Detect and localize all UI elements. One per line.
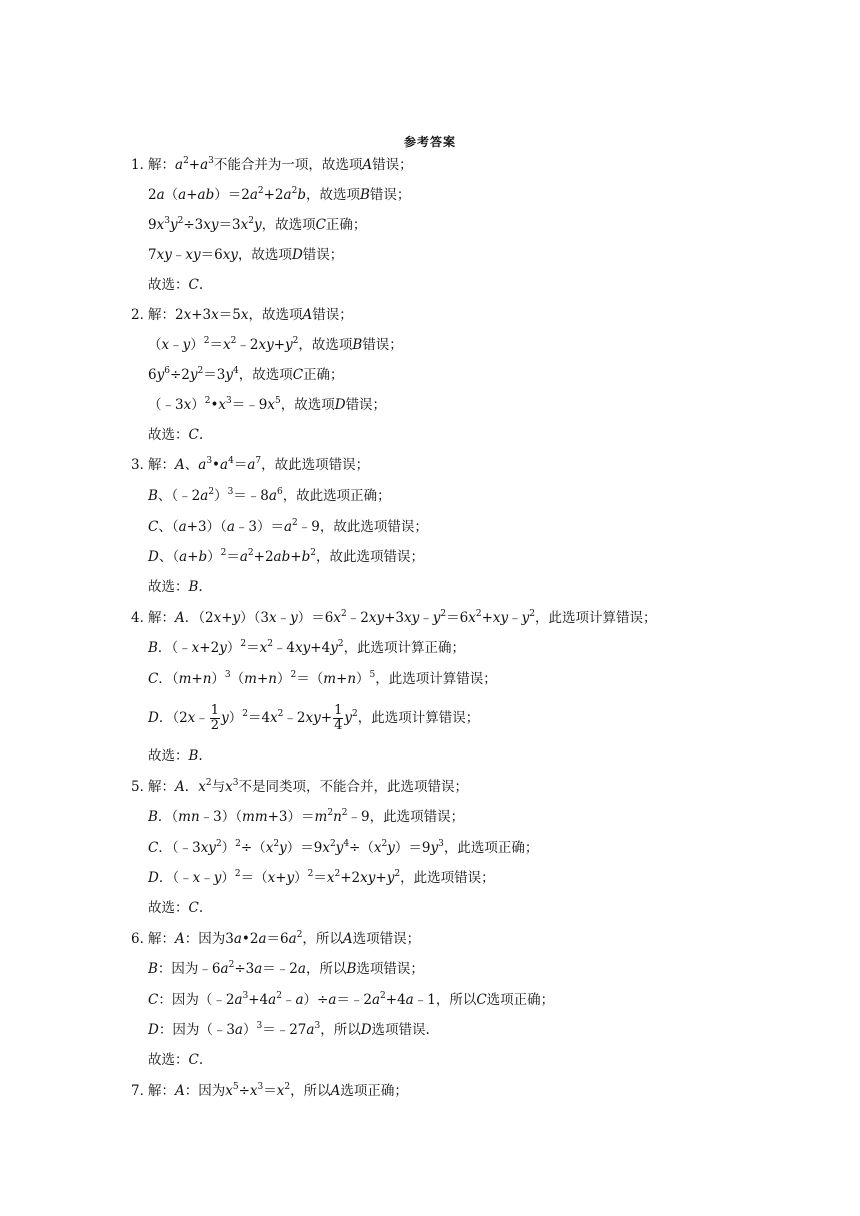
solution-line: 解：A、$a^3•a^4=a^7$，故此选项错误； bbox=[148, 456, 370, 473]
item-number: 7． bbox=[131, 1083, 154, 1099]
solution-line: D．（2x﹣ $\frac{1}{2}$ $y)^2=4x^2﹣2xy+$ $\frac{1}{4}$ $y^2$，此选项计算错误； bbox=[148, 703, 480, 733]
solution-line: 解：2x+3x＝5x，故选项A错误； bbox=[148, 307, 353, 323]
item-number: 6． bbox=[131, 931, 154, 947]
item-number: 3． bbox=[131, 457, 154, 473]
solution-line: $2a(a+ab)=2a^2+2a^2b$，故选项B错误； bbox=[148, 186, 411, 203]
page-title: 参考答案 bbox=[403, 135, 456, 149]
solution-line: 解：A．$(2x+y)(3x﹣y)=6x^2﹣2xy+3xy﹣y^2=6x^2+xy﹣y^2$，此选项计算错误； bbox=[148, 609, 657, 626]
solution-line: 7xy﹣xy＝6xy，故选项D错误； bbox=[148, 247, 344, 263]
solution-line: $(x﹣y)^2=x^2﹣2xy+y^2$，故选项B错误； bbox=[148, 336, 403, 353]
answer-line: 故选：C. bbox=[148, 1052, 204, 1068]
solution-line: $6y^6\div 2y^2=3y^4$，故选项C正确； bbox=[148, 366, 344, 383]
answer-line: 故选：B. bbox=[148, 579, 203, 595]
answer-line: 故选：C. bbox=[148, 277, 204, 293]
answer-line: 故选：C. bbox=[148, 427, 204, 443]
solution-line: 解：$a^2+a^3$不能合并为一项，故选项A错误； bbox=[148, 156, 413, 173]
solution-line: C、$(a+3)(a﹣3)=a^2﹣9$，故此选项错误； bbox=[148, 518, 428, 535]
solution-line: D：因为$(﹣3a)^3=﹣27a^3$，所以D选项错误. bbox=[148, 1021, 430, 1038]
solution-line: B．$(mn﹣3)(mm+3)=m^2n^2﹣9$，此选项错误； bbox=[148, 808, 465, 825]
solution-line: 解：A：因为$3a•2a=6a^2$，所以A选项错误； bbox=[148, 930, 421, 947]
solution-line: $9x^3y^2\div 3xy=3x^2y$，故选项C正确； bbox=[148, 216, 367, 233]
fraction-quarter: $\frac{1}{4}$ bbox=[334, 703, 343, 733]
solution-line: 解：A．$x^2$与$x^3$不是同类项，不能合并，此选项错误； bbox=[148, 778, 468, 795]
answer-line: 故选：C. bbox=[148, 900, 204, 916]
item-number: 1． bbox=[131, 157, 154, 173]
item-number: 4． bbox=[131, 610, 154, 626]
answer-line: 故选：B. bbox=[148, 748, 203, 764]
solution-line: C：因为$(﹣2a^3+4a^2﹣a)\div a=﹣2a^2+4a﹣1$，所以C选项正确； bbox=[148, 991, 555, 1008]
solution-line: B：因为$﹣6a^2\div 3a=﹣2a$，所以B选项错误； bbox=[148, 960, 424, 977]
solution-line: $(﹣3x)^2•x^3=﹣9x^5$，故选项D错误； bbox=[148, 396, 387, 413]
solution-line: D、$(a+b)^2=a^2+2ab+b^2$，故此选项错误； bbox=[148, 548, 424, 565]
item-number: 5． bbox=[131, 779, 154, 795]
item-number: 2． bbox=[131, 307, 154, 323]
solution-line: B．$(﹣x+2y)^2=x^2﹣4xy+4y^2$，此选项计算正确； bbox=[148, 639, 466, 656]
solution-line: 解：A：因为$x^5\div x^3=x^2$，所以A选项正确； bbox=[148, 1082, 408, 1099]
solution-line: D．$(﹣x﹣y)^2=(x+y)^2=x^2+2xy+y^2$，此选项错误； bbox=[148, 869, 495, 886]
solution-line: B、$(﹣2a^2)^3=﹣8a^6$，故此选项正确； bbox=[148, 487, 391, 504]
fraction-half: $\frac{1}{2}$ bbox=[210, 703, 220, 733]
solution-line: C．$(m+n)^3(m+n)^2=(m+n)^5$，此选项计算错误； bbox=[148, 670, 497, 687]
solution-line: C．$(﹣3xy^2)^2\div(x^2y)=9x^2y^4\div(x^2y)=9y^3$，此选项正确； bbox=[148, 839, 539, 856]
